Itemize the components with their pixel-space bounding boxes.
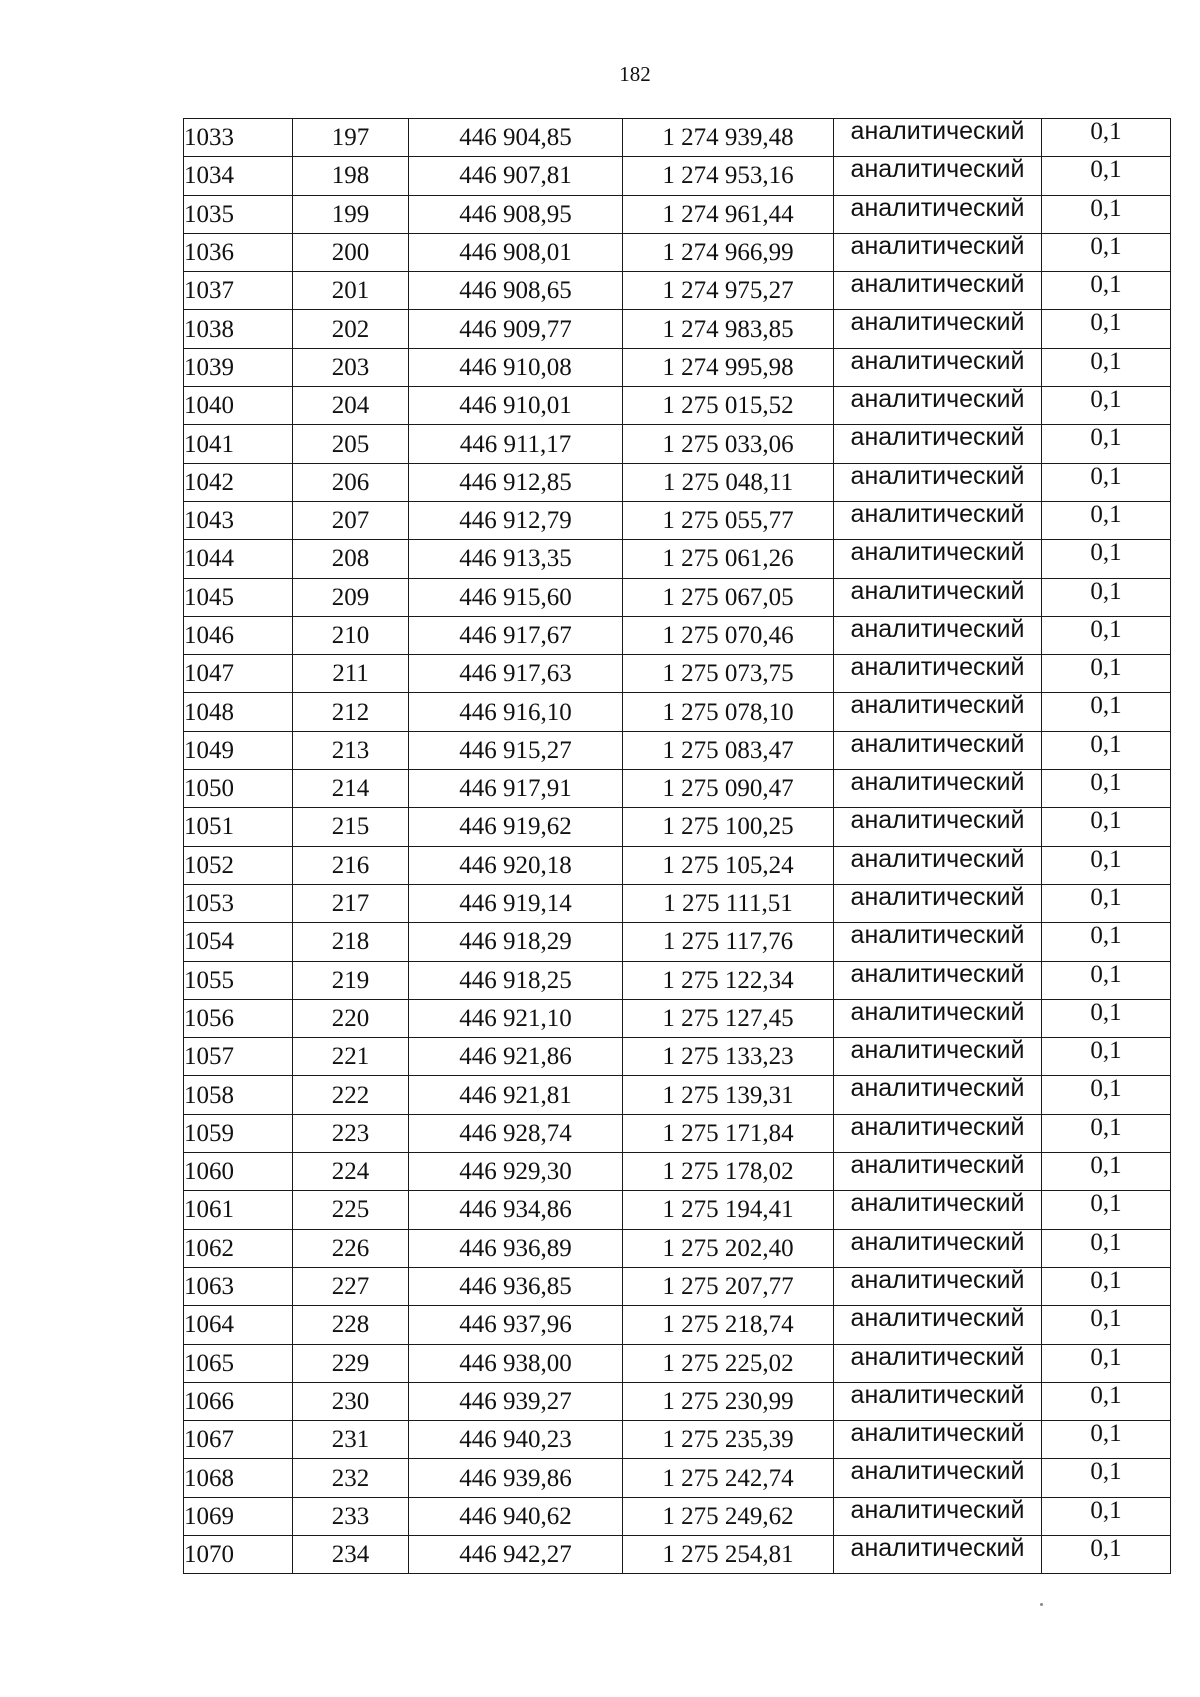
table-row [184,923,1171,961]
y-coordinate-cell: 1 275 194,41 [623,1191,834,1229]
x-coordinate-cell: 446 908,65 [409,272,623,310]
table-row [184,693,1171,731]
method-cell: аналитический [834,348,1042,386]
x-coordinate-cell: 446 916,10 [409,693,623,731]
x-coordinate-cell: 446 918,29 [409,923,623,961]
x-coordinate-cell: 446 919,14 [409,884,623,922]
table-row [184,731,1171,769]
y-coordinate-cell: 1 275 105,24 [623,846,834,884]
method-cell: аналитический [834,272,1042,310]
method-cell: аналитический [834,923,1042,961]
y-coordinate-cell: 1 275 171,84 [623,1114,834,1152]
point-number-cell: 212 [293,693,409,731]
method-cell: аналитический [834,1459,1042,1497]
x-coordinate-cell: 446 919,62 [409,808,623,846]
method-cell: аналитический [834,1306,1042,1344]
x-coordinate-cell: 446 912,79 [409,501,623,539]
scan-speck [1040,1603,1043,1606]
accuracy-cell: 0,1 [1042,233,1171,271]
row-number-cell: 1065 [184,1344,293,1382]
table-row [184,1229,1171,1267]
table-row [184,578,1171,616]
method-cell: аналитический [834,1114,1042,1152]
accuracy-cell: 0,1 [1042,1306,1171,1344]
table-row [184,1153,1171,1191]
method-cell: аналитический [834,310,1042,348]
y-coordinate-cell: 1 275 015,52 [623,387,834,425]
x-coordinate-cell: 446 917,63 [409,655,623,693]
row-number-cell: 1066 [184,1382,293,1420]
row-number-cell: 1038 [184,310,293,348]
row-number-cell: 1042 [184,463,293,501]
accuracy-cell: 0,1 [1042,884,1171,922]
row-number-cell: 1061 [184,1191,293,1229]
table-row [184,157,1171,195]
accuracy-cell: 0,1 [1042,578,1171,616]
x-coordinate-cell: 446 929,30 [409,1153,623,1191]
point-number-cell: 233 [293,1497,409,1535]
y-coordinate-cell: 1 275 061,26 [623,540,834,578]
table-row [184,1114,1171,1152]
x-coordinate-cell: 446 915,27 [409,731,623,769]
accuracy-cell: 0,1 [1042,1114,1171,1152]
point-number-cell: 199 [293,195,409,233]
method-cell: аналитический [834,1153,1042,1191]
point-number-cell: 210 [293,616,409,654]
point-number-cell: 231 [293,1421,409,1459]
table-row [184,1497,1171,1535]
method-cell: аналитический [834,157,1042,195]
method-cell: аналитический [834,540,1042,578]
x-coordinate-cell: 446 918,25 [409,961,623,999]
method-cell: аналитический [834,1497,1042,1535]
y-coordinate-cell: 1 275 090,47 [623,770,834,808]
accuracy-cell: 0,1 [1042,693,1171,731]
x-coordinate-cell: 446 939,86 [409,1459,623,1497]
row-number-cell: 1043 [184,501,293,539]
table-row [184,1191,1171,1229]
method-cell: аналитический [834,119,1042,157]
table-row [184,1535,1171,1573]
row-number-cell: 1034 [184,157,293,195]
accuracy-cell: 0,1 [1042,272,1171,310]
accuracy-cell: 0,1 [1042,540,1171,578]
point-number-cell: 229 [293,1344,409,1382]
table-row [184,1459,1171,1497]
method-cell: аналитический [834,1038,1042,1076]
table-row [184,1038,1171,1076]
y-coordinate-cell: 1 275 070,46 [623,616,834,654]
table-row [184,1421,1171,1459]
y-coordinate-cell: 1 275 033,06 [623,425,834,463]
point-number-cell: 226 [293,1229,409,1267]
table-row [184,119,1171,157]
table-row [184,961,1171,999]
point-number-cell: 206 [293,463,409,501]
point-number-cell: 224 [293,1153,409,1191]
y-coordinate-cell: 1 274 961,44 [623,195,834,233]
x-coordinate-cell: 446 908,95 [409,195,623,233]
x-coordinate-cell: 446 909,77 [409,310,623,348]
y-coordinate-cell: 1 274 953,16 [623,157,834,195]
y-coordinate-cell: 1 275 178,02 [623,1153,834,1191]
x-coordinate-cell: 446 915,60 [409,578,623,616]
point-number-cell: 222 [293,1076,409,1114]
row-number-cell: 1059 [184,1114,293,1152]
x-coordinate-cell: 446 940,62 [409,1497,623,1535]
table-row [184,770,1171,808]
row-number-cell: 1035 [184,195,293,233]
table-row [184,310,1171,348]
accuracy-cell: 0,1 [1042,1421,1171,1459]
accuracy-cell: 0,1 [1042,1076,1171,1114]
row-number-cell: 1037 [184,272,293,310]
x-coordinate-cell: 446 936,89 [409,1229,623,1267]
method-cell: аналитический [834,1535,1042,1573]
method-cell: аналитический [834,463,1042,501]
row-number-cell: 1055 [184,961,293,999]
x-coordinate-cell: 446 917,67 [409,616,623,654]
point-number-cell: 227 [293,1267,409,1305]
method-cell: аналитический [834,387,1042,425]
table-row [184,1306,1171,1344]
method-cell: аналитический [834,770,1042,808]
x-coordinate-cell: 446 942,27 [409,1535,623,1573]
x-coordinate-cell: 446 917,91 [409,770,623,808]
point-number-cell: 234 [293,1535,409,1573]
point-number-cell: 217 [293,884,409,922]
coordinates-table [183,118,1171,1574]
table-body [184,119,1171,1574]
table-row [184,272,1171,310]
y-coordinate-cell: 1 274 939,48 [623,119,834,157]
accuracy-cell: 0,1 [1042,1267,1171,1305]
x-coordinate-cell: 446 907,81 [409,157,623,195]
y-coordinate-cell: 1 275 207,77 [623,1267,834,1305]
accuracy-cell: 0,1 [1042,348,1171,386]
table-row [184,387,1171,425]
method-cell: аналитический [834,1421,1042,1459]
row-number-cell: 1047 [184,655,293,693]
row-number-cell: 1041 [184,425,293,463]
row-number-cell: 1060 [184,1153,293,1191]
x-coordinate-cell: 446 911,17 [409,425,623,463]
row-number-cell: 1069 [184,1497,293,1535]
table-row [184,808,1171,846]
row-number-cell: 1050 [184,770,293,808]
x-coordinate-cell: 446 910,08 [409,348,623,386]
point-number-cell: 198 [293,157,409,195]
point-number-cell: 207 [293,501,409,539]
x-coordinate-cell: 446 921,81 [409,1076,623,1114]
accuracy-cell: 0,1 [1042,463,1171,501]
y-coordinate-cell: 1 275 127,45 [623,999,834,1037]
row-number-cell: 1064 [184,1306,293,1344]
method-cell: аналитический [834,195,1042,233]
accuracy-cell: 0,1 [1042,923,1171,961]
point-number-cell: 218 [293,923,409,961]
method-cell: аналитический [834,731,1042,769]
accuracy-cell: 0,1 [1042,731,1171,769]
accuracy-cell: 0,1 [1042,961,1171,999]
table-row [184,616,1171,654]
y-coordinate-cell: 1 274 995,98 [623,348,834,386]
accuracy-cell: 0,1 [1042,1497,1171,1535]
y-coordinate-cell: 1 275 083,47 [623,731,834,769]
method-cell: аналитический [834,693,1042,731]
point-number-cell: 208 [293,540,409,578]
y-coordinate-cell: 1 275 139,31 [623,1076,834,1114]
method-cell: аналитический [834,961,1042,999]
y-coordinate-cell: 1 275 100,25 [623,808,834,846]
table-row [184,655,1171,693]
point-number-cell: 211 [293,655,409,693]
table-row [184,1267,1171,1305]
y-coordinate-cell: 1 274 983,85 [623,310,834,348]
method-cell: аналитический [834,884,1042,922]
x-coordinate-cell: 446 939,27 [409,1382,623,1420]
accuracy-cell: 0,1 [1042,387,1171,425]
accuracy-cell: 0,1 [1042,157,1171,195]
point-number-cell: 202 [293,310,409,348]
accuracy-cell: 0,1 [1042,655,1171,693]
point-number-cell: 205 [293,425,409,463]
method-cell: аналитический [834,1229,1042,1267]
row-number-cell: 1067 [184,1421,293,1459]
method-cell: аналитический [834,233,1042,271]
x-coordinate-cell: 446 908,01 [409,233,623,271]
x-coordinate-cell: 446 937,96 [409,1306,623,1344]
table-row [184,1344,1171,1382]
x-coordinate-cell: 446 938,00 [409,1344,623,1382]
x-coordinate-cell: 446 940,23 [409,1421,623,1459]
y-coordinate-cell: 1 275 111,51 [623,884,834,922]
table-row [184,348,1171,386]
row-number-cell: 1040 [184,387,293,425]
accuracy-cell: 0,1 [1042,1344,1171,1382]
y-coordinate-cell: 1 275 078,10 [623,693,834,731]
accuracy-cell: 0,1 [1042,501,1171,539]
accuracy-cell: 0,1 [1042,808,1171,846]
point-number-cell: 225 [293,1191,409,1229]
point-number-cell: 228 [293,1306,409,1344]
accuracy-cell: 0,1 [1042,310,1171,348]
point-number-cell: 215 [293,808,409,846]
table-row [184,540,1171,578]
y-coordinate-cell: 1 275 202,40 [623,1229,834,1267]
y-coordinate-cell: 1 275 242,74 [623,1459,834,1497]
point-number-cell: 214 [293,770,409,808]
accuracy-cell: 0,1 [1042,425,1171,463]
row-number-cell: 1046 [184,616,293,654]
point-number-cell: 209 [293,578,409,616]
table-row [184,1382,1171,1420]
row-number-cell: 1036 [184,233,293,271]
y-coordinate-cell: 1 275 254,81 [623,1535,834,1573]
x-coordinate-cell: 446 934,86 [409,1191,623,1229]
x-coordinate-cell: 446 928,74 [409,1114,623,1152]
row-number-cell: 1051 [184,808,293,846]
x-coordinate-cell: 446 910,01 [409,387,623,425]
point-number-cell: 220 [293,999,409,1037]
y-coordinate-cell: 1 275 067,05 [623,578,834,616]
x-coordinate-cell: 446 936,85 [409,1267,623,1305]
accuracy-cell: 0,1 [1042,195,1171,233]
y-coordinate-cell: 1 275 218,74 [623,1306,834,1344]
method-cell: аналитический [834,1191,1042,1229]
accuracy-cell: 0,1 [1042,119,1171,157]
row-number-cell: 1070 [184,1535,293,1573]
y-coordinate-cell: 1 275 055,77 [623,501,834,539]
method-cell: аналитический [834,999,1042,1037]
x-coordinate-cell: 446 920,18 [409,846,623,884]
x-coordinate-cell: 446 904,85 [409,119,623,157]
accuracy-cell: 0,1 [1042,1535,1171,1573]
y-coordinate-cell: 1 275 235,39 [623,1421,834,1459]
point-number-cell: 204 [293,387,409,425]
x-coordinate-cell: 446 913,35 [409,540,623,578]
table-row [184,195,1171,233]
row-number-cell: 1033 [184,119,293,157]
method-cell: аналитический [834,846,1042,884]
accuracy-cell: 0,1 [1042,999,1171,1037]
x-coordinate-cell: 446 921,86 [409,1038,623,1076]
accuracy-cell: 0,1 [1042,770,1171,808]
point-number-cell: 213 [293,731,409,769]
table-row [184,846,1171,884]
y-coordinate-cell: 1 275 048,11 [623,463,834,501]
row-number-cell: 1068 [184,1459,293,1497]
method-cell: аналитический [834,425,1042,463]
row-number-cell: 1045 [184,578,293,616]
accuracy-cell: 0,1 [1042,1459,1171,1497]
row-number-cell: 1062 [184,1229,293,1267]
accuracy-cell: 0,1 [1042,616,1171,654]
method-cell: аналитический [834,1344,1042,1382]
y-coordinate-cell: 1 275 122,34 [623,961,834,999]
row-number-cell: 1057 [184,1038,293,1076]
row-number-cell: 1052 [184,846,293,884]
row-number-cell: 1058 [184,1076,293,1114]
method-cell: аналитический [834,808,1042,846]
table-row [184,425,1171,463]
method-cell: аналитический [834,1267,1042,1305]
row-number-cell: 1056 [184,999,293,1037]
x-coordinate-cell: 446 921,10 [409,999,623,1037]
y-coordinate-cell: 1 275 230,99 [623,1382,834,1420]
y-coordinate-cell: 1 275 073,75 [623,655,834,693]
table-row [184,1076,1171,1114]
x-coordinate-cell: 446 912,85 [409,463,623,501]
y-coordinate-cell: 1 275 133,23 [623,1038,834,1076]
method-cell: аналитический [834,1382,1042,1420]
point-number-cell: 200 [293,233,409,271]
row-number-cell: 1063 [184,1267,293,1305]
table-row [184,463,1171,501]
table-row [184,999,1171,1037]
point-number-cell: 232 [293,1459,409,1497]
page-number: 182 [619,62,651,86]
row-number-cell: 1048 [184,693,293,731]
point-number-cell: 203 [293,348,409,386]
accuracy-cell: 0,1 [1042,1191,1171,1229]
accuracy-cell: 0,1 [1042,1229,1171,1267]
method-cell: аналитический [834,655,1042,693]
point-number-cell: 223 [293,1114,409,1152]
table-row [184,501,1171,539]
accuracy-cell: 0,1 [1042,1038,1171,1076]
point-number-cell: 197 [293,119,409,157]
point-number-cell: 221 [293,1038,409,1076]
table-row [184,233,1171,271]
method-cell: аналитический [834,616,1042,654]
table-row [184,884,1171,922]
accuracy-cell: 0,1 [1042,1382,1171,1420]
row-number-cell: 1039 [184,348,293,386]
point-number-cell: 230 [293,1382,409,1420]
accuracy-cell: 0,1 [1042,846,1171,884]
method-cell: аналитический [834,578,1042,616]
point-number-cell: 201 [293,272,409,310]
y-coordinate-cell: 1 274 966,99 [623,233,834,271]
row-number-cell: 1049 [184,731,293,769]
method-cell: аналитический [834,1076,1042,1114]
point-number-cell: 216 [293,846,409,884]
method-cell: аналитический [834,501,1042,539]
y-coordinate-cell: 1 275 249,62 [623,1497,834,1535]
y-coordinate-cell: 1 275 117,76 [623,923,834,961]
point-number-cell: 219 [293,961,409,999]
row-number-cell: 1053 [184,884,293,922]
accuracy-cell: 0,1 [1042,1153,1171,1191]
y-coordinate-cell: 1 274 975,27 [623,272,834,310]
y-coordinate-cell: 1 275 225,02 [623,1344,834,1382]
row-number-cell: 1044 [184,540,293,578]
row-number-cell: 1054 [184,923,293,961]
